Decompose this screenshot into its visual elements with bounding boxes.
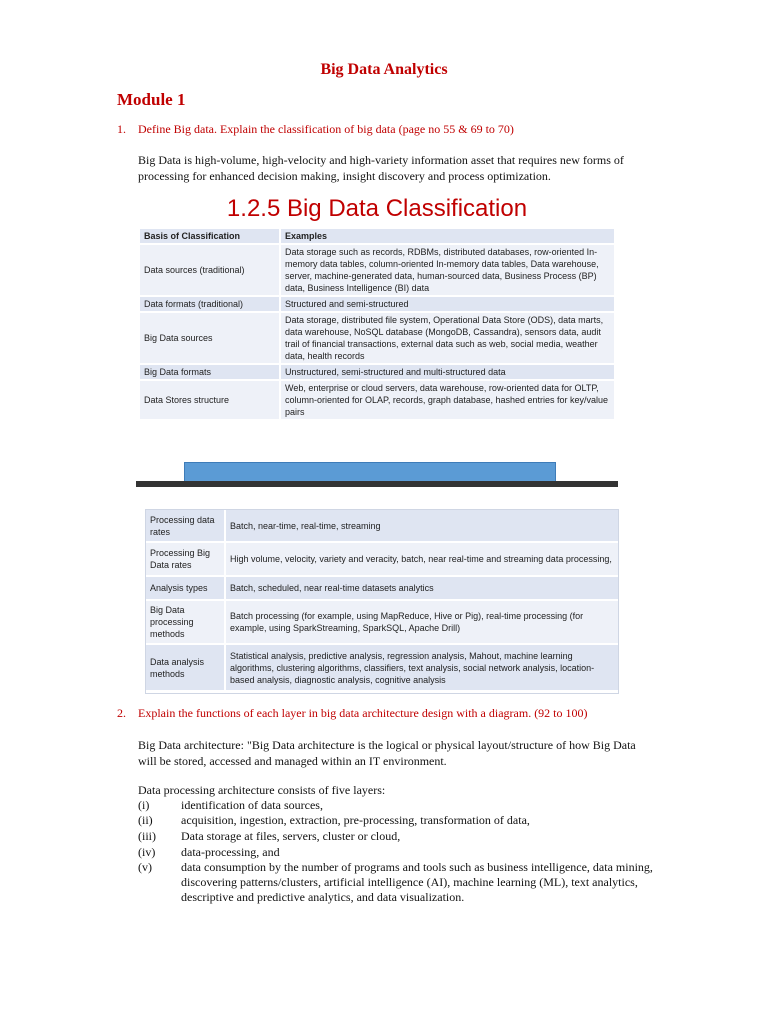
- row-examples: Batch processing (for example, using MapReduce, Hive or Pig), real-time processing (for example, using SparkStreaming, SparkSQL, Apache Drill): [225, 600, 618, 644]
- table-row: [146, 576, 618, 600]
- list-item-number: (i): [138, 798, 150, 812]
- list-item-text: identification of data sources,: [181, 798, 323, 812]
- row-examples: Web, enterprise or cloud servers, data warehouse, row-oriented data for OLTP, column-oriented for OLAP, records, graph database, hashed entries for key/value pairs: [280, 380, 614, 420]
- list-item-text: data-processing, and: [181, 845, 280, 859]
- row-basis: Data sources (traditional): [140, 244, 280, 296]
- row-examples: Batch, scheduled, near real-time datasets analytics: [225, 576, 618, 600]
- slide-divider: [136, 462, 618, 488]
- slide-title: 1.2.5 Big Data Classification: [226, 195, 528, 222]
- table-row: [146, 644, 618, 691]
- row-examples: Data storage, distributed file system, Operational Data Store (ODS), data marts, data warehouse, NoSQL database (MongoDB, Cassandra), sensors data, audit trail of financial transactions, external data such as web, social media, weather data, health records: [280, 312, 614, 364]
- row-basis: Data Stores structure: [140, 380, 280, 420]
- classification-slide-1: [138, 193, 616, 458]
- document-title: Big Data Analytics: [320, 61, 448, 78]
- question-1-number: 1.: [117, 122, 126, 136]
- row-basis: Data analysis methods: [146, 644, 225, 691]
- architecture-definition: Big Data architecture: "Big Data architecture is the logical or physical layout/structure of how Big Data will be stored, accessed and managed within an IT environment.: [138, 738, 636, 768]
- question-2-number: 2.: [117, 706, 126, 720]
- table-row: [146, 510, 618, 542]
- big-data-definition: Big Data is high-volume, high-velocity and high-variety information asset that requires new forms of processing for enhanced decision making, insight discovery and process optimization.: [138, 153, 624, 183]
- classification-table-1: [140, 229, 614, 421]
- blue-bar-decoration: [184, 462, 556, 483]
- header-examples: Examples: [280, 229, 614, 244]
- table-row: [146, 542, 618, 576]
- table-row: [140, 296, 614, 312]
- row-basis: Data formats (traditional): [140, 296, 280, 312]
- table-row: [140, 244, 614, 296]
- table-row: [140, 312, 614, 364]
- question-1-text: Define Big data. Explain the classification of big data (page no 55 & 69 to 70): [138, 122, 514, 136]
- row-examples: Statistical analysis, predictive analysis, regression analysis, Mahout, machine learning algorithms, clustering algorithms, classifiers, text analysis, social network analysis, location-based analysis, diagnostic analysis, cognitive analysis: [225, 644, 618, 691]
- question-1: [117, 122, 514, 137]
- row-examples: Batch, near-time, real-time, streaming: [225, 510, 618, 542]
- row-examples: High volume, velocity, variety and veracity, batch, near real-time and streaming data processing,: [225, 542, 618, 576]
- list-item-text: Data storage at files, servers, cluster or cloud,: [181, 829, 401, 843]
- list-item-number: (iii): [138, 829, 156, 843]
- header-basis: Basis of Classification: [140, 229, 280, 244]
- classification-table-2: [146, 510, 618, 692]
- row-examples: Unstructured, semi-structured and multi-structured data: [280, 364, 614, 380]
- black-bar-decoration: [136, 481, 618, 487]
- list-item-number: (v): [138, 860, 152, 874]
- row-examples: Structured and semi-structured: [280, 296, 614, 312]
- row-basis: Big Data formats: [140, 364, 280, 380]
- row-basis: Processing Big Data rates: [146, 542, 225, 576]
- list-item-text: acquisition, ingestion, extraction, pre-processing, transformation of data,: [181, 813, 530, 827]
- layers-intro: Data processing architecture consists of five layers:: [138, 783, 386, 797]
- row-basis: Processing data rates: [146, 510, 225, 542]
- question-2-text: Explain the functions of each layer in big data architecture design with a diagram. (92 to 100): [138, 706, 588, 720]
- table-header-row: [140, 229, 614, 244]
- table-row: [146, 600, 618, 644]
- table-row: [140, 380, 614, 420]
- row-basis: Analysis types: [146, 576, 225, 600]
- row-basis: Big Data processing methods: [146, 600, 225, 644]
- list-item-number: (ii): [138, 813, 153, 827]
- question-2: [117, 706, 588, 721]
- list-item-text: data consumption by the number of programs and tools such as business intelligence, data mining, discovering patterns/clusters, artificial intelligence (AI), machine learning (ML), text analytics, descriptive and predictive analytics, and data visualization.: [181, 860, 653, 904]
- table-row: [140, 364, 614, 380]
- module-heading: Module 1: [117, 90, 186, 109]
- list-item-number: (iv): [138, 845, 156, 859]
- classification-slide-2: [145, 509, 619, 694]
- row-examples: Data storage such as records, RDBMs, distributed databases, row-oriented In-memory data tables, column-oriented In-memory data tables, Data warehouse, server, machine-generated data, human-sourced data, Business Process (BP) data, Business Intelligence (BI) data: [280, 244, 614, 296]
- row-basis: Big Data sources: [140, 312, 280, 364]
